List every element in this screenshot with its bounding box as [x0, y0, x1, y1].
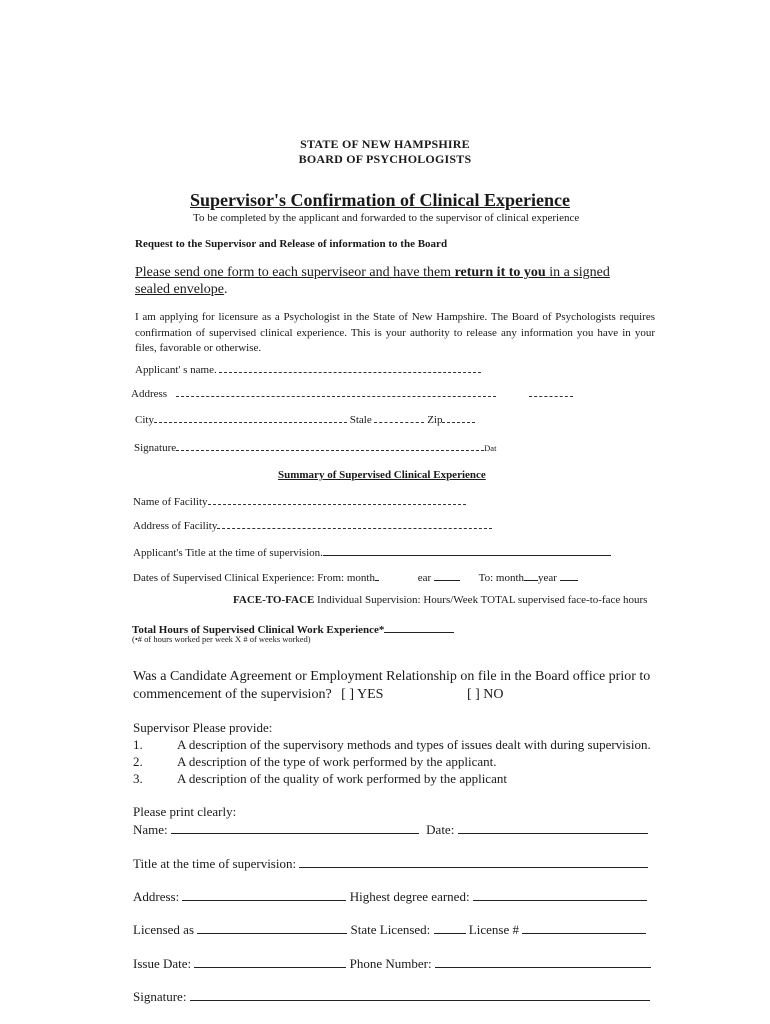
address-field-2[interactable]: [529, 384, 573, 397]
provide-item: [133, 771, 507, 787]
provide-heading: Supervisor Please provide:: [133, 720, 273, 735]
dates-label: Dates of Supervised Clinical Experience: From: month: [133, 572, 375, 584]
agreement-question-line1: Was a Candidate Agreement or Employment Relationship on file in the Board office prior to: [133, 669, 651, 684]
licensed-as-field[interactable]: [197, 921, 347, 934]
agreement-no-checkbox[interactable]: [ ] NO: [466, 687, 504, 702]
applicant-name-row: [135, 360, 481, 376]
city-field[interactable]: [154, 410, 347, 423]
provide-item: [133, 737, 651, 753]
form-title: Supervisor's Confirmation of Clinical Experience: [190, 190, 570, 210]
facility-address-field[interactable]: [217, 516, 492, 529]
city-label: City: [135, 414, 154, 426]
send-note-part1: Please send one form to each superviseor and have them: [135, 265, 455, 280]
to-month-field[interactable]: [524, 568, 538, 581]
print-clearly-label: Please print clearly:: [133, 804, 237, 819]
send-note-bold: return it to you: [454, 265, 546, 280]
send-note-part2: in a signed: [545, 265, 610, 280]
supervisor-title-field[interactable]: [299, 855, 648, 868]
send-note: [135, 265, 610, 281]
total-hours-label: Total Hours of Supervised Clinical Work Experience*: [132, 624, 385, 636]
total-hours-field[interactable]: [384, 620, 454, 633]
provide-item: [133, 754, 497, 770]
supervisor-address-field[interactable]: [182, 888, 346, 901]
phone-label: Phone Number:: [349, 956, 432, 971]
zip-label: Zip: [427, 414, 443, 426]
summary-heading: Summary of Supervised Clinical Experience: [278, 469, 486, 481]
provide-item-text: A description of the supervisory methods and types of issues dealt with during supervision.: [177, 737, 651, 752]
applicant-title-label: Applicant's Title at the time of supervision.: [133, 547, 323, 559]
total-hours-note: (•# of hours worked per week X # of weeks worked): [132, 634, 311, 644]
license-number-field[interactable]: [522, 921, 646, 934]
supervisor-date-label: Date:: [426, 822, 455, 837]
licensed-as-label: Licensed as: [133, 922, 195, 937]
form-subtitle: To be completed by the applicant and forwarded to the supervisor of clinical experience: [193, 212, 580, 224]
issue-date-row: [133, 955, 651, 972]
supervisor-signature-row: [133, 988, 650, 1005]
address-row: [131, 384, 573, 400]
licensed-row: [133, 921, 646, 938]
applicant-title-row: [133, 543, 611, 559]
state-licensed-label: State Licensed:: [350, 922, 431, 937]
provide-item-number: 3.: [133, 771, 143, 786]
supervisor-address-row: [133, 888, 647, 905]
face-to-face-text: Individual Supervision: Hours/Week TOTAL supervised face-to-face hours: [314, 594, 648, 606]
provide-item-text: A description of the type of work performed by the applicant.: [177, 754, 497, 769]
send-note-line2-text: sealed envelope: [135, 282, 225, 297]
address-label: Address: [131, 388, 168, 400]
facility-name-field[interactable]: [208, 492, 466, 505]
request-heading: Request to the Supervisor and Release of information to the Board: [135, 238, 448, 250]
issue-date-field[interactable]: [194, 955, 346, 968]
supervisor-name-label: Name:: [133, 822, 168, 837]
zip-field[interactable]: [442, 410, 475, 423]
supervisor-date-field[interactable]: [458, 821, 648, 834]
license-number-label: License #: [468, 922, 519, 937]
dates-row: [133, 568, 578, 584]
face-to-face-bold: FACE-TO-FACE: [233, 594, 315, 606]
state-licensed-field[interactable]: [434, 921, 466, 934]
intro-paragraph: I am applying for licensure as a Psychologist in the State of New Hampshire. The Board of Psychologists requires confirmation of supervised clinical experience. This is your authority to release any information you have in your files, favorable or otherwise.: [135, 311, 655, 354]
supervisor-signature-label: Signature:: [133, 989, 187, 1004]
applicant-signature-field[interactable]: [176, 438, 484, 451]
provide-item-number: 1.: [133, 737, 143, 752]
applicant-name-field[interactable]: [219, 360, 481, 373]
facility-name-label: Name of Facility: [133, 496, 208, 508]
applicant-date-label: Dat: [484, 443, 497, 453]
state-label: Stale: [349, 414, 372, 426]
from-month-field[interactable]: [375, 568, 379, 581]
supervisor-title-label: Title at the time of supervision:: [133, 856, 297, 871]
state-field[interactable]: [374, 410, 424, 423]
agreement-yes-checkbox[interactable]: [ ] YES: [341, 687, 384, 702]
from-year-field[interactable]: [434, 568, 460, 581]
address-field[interactable]: [176, 384, 496, 397]
provide-item-number: 2.: [133, 754, 143, 769]
degree-label: Highest degree earned:: [349, 889, 470, 904]
supervisor-name-row: [133, 821, 648, 838]
to-year-field[interactable]: [560, 568, 578, 581]
city-row: [135, 410, 475, 426]
phone-field[interactable]: [435, 955, 651, 968]
agreement-question-text: commencement of the supervision?: [133, 687, 332, 702]
supervisor-name-field[interactable]: [171, 821, 419, 834]
face-to-face-row: [233, 594, 647, 606]
to-year-label: year: [538, 572, 557, 584]
board-heading: BOARD OF PSYCHOLOGISTS: [298, 152, 472, 166]
from-year-label: ear: [417, 572, 432, 584]
state-heading: STATE OF NEW HAMPSHIRE: [300, 137, 470, 151]
applicant-signature-label: Signature: [134, 442, 177, 454]
supervisor-title-row: [133, 855, 648, 872]
facility-address-row: [133, 516, 492, 532]
to-month-label: To: month: [478, 572, 525, 584]
facility-address-label: Address of Facility: [133, 520, 218, 532]
facility-name-row: [133, 492, 466, 508]
agreement-question-line2: [133, 687, 503, 703]
applicant-name-label: Applicant' s name.: [135, 364, 217, 376]
send-note-end: .: [224, 282, 228, 297]
issue-date-label: Issue Date:: [133, 956, 192, 971]
provide-item-text: A description of the quality of work performed by the applicant: [177, 771, 507, 786]
send-note-line2: [135, 282, 228, 298]
supervisor-signature-field[interactable]: [190, 988, 650, 1001]
applicant-title-field[interactable]: [323, 543, 611, 556]
degree-field[interactable]: [473, 888, 647, 901]
supervisor-address-label: Address:: [133, 889, 180, 904]
signature-row: [134, 438, 496, 454]
